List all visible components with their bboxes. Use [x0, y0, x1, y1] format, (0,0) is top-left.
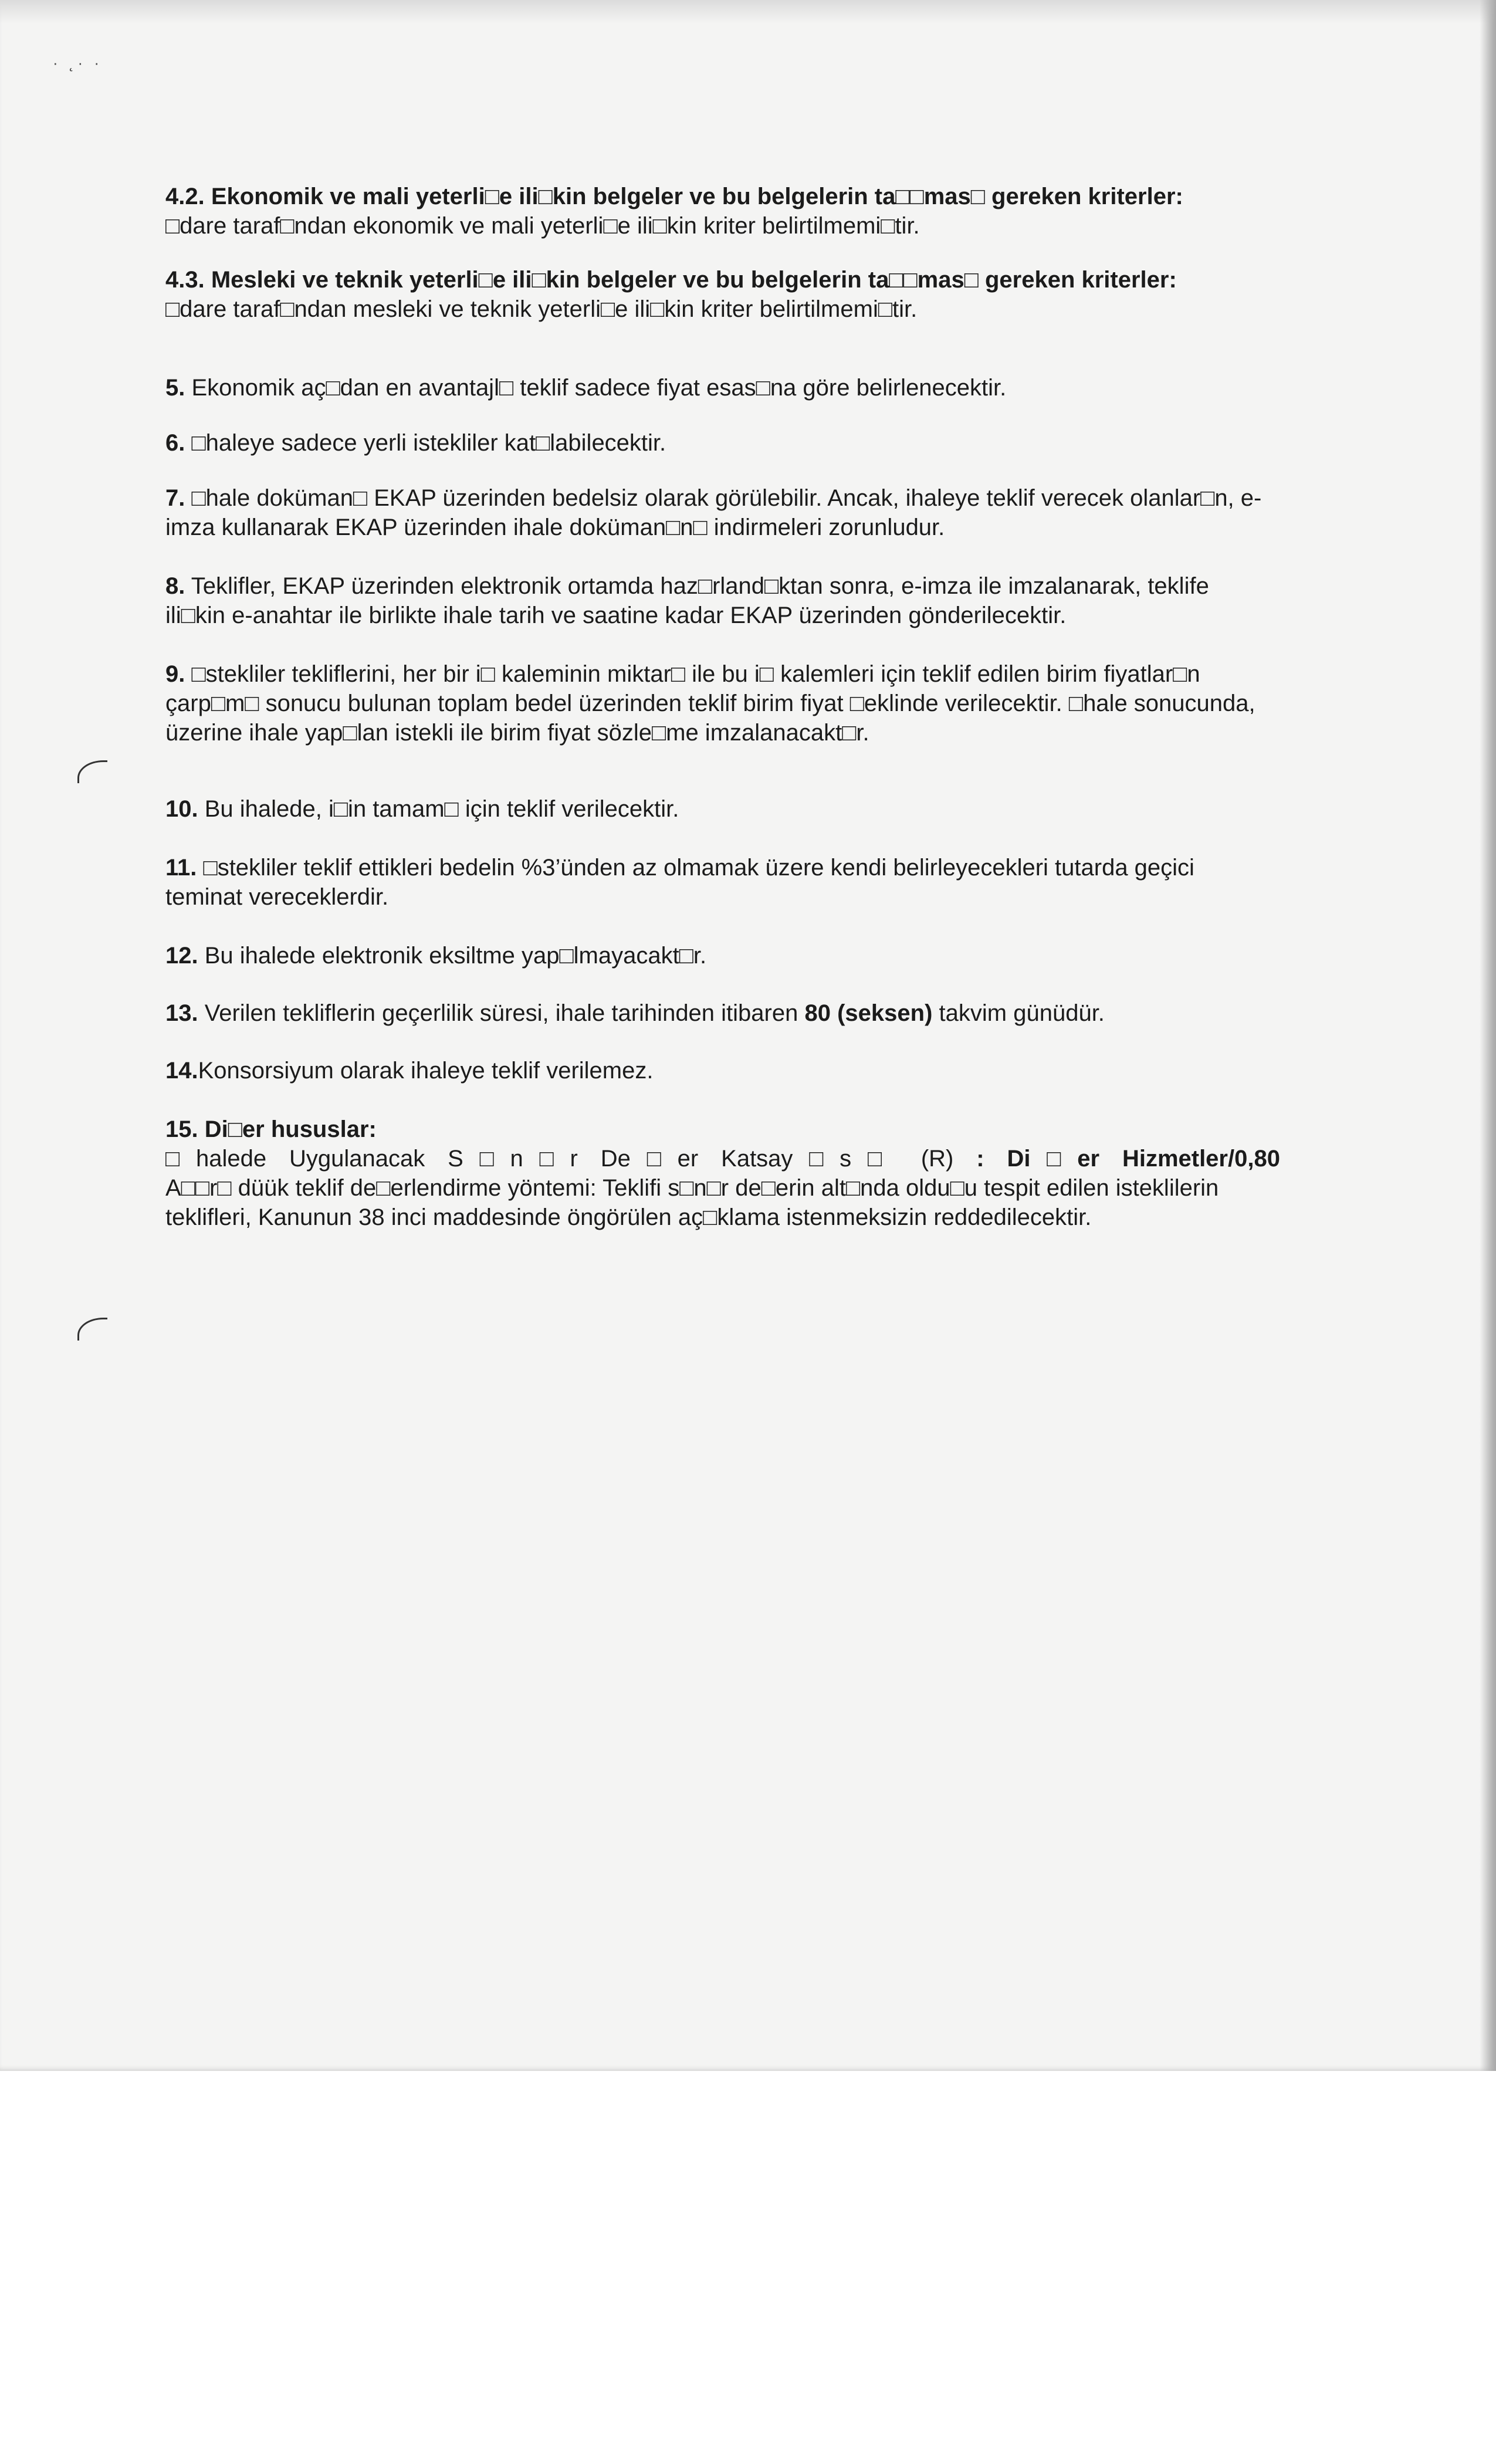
coefficient-value: Hizmetler/0,80 [1122, 1146, 1280, 1172]
item-12 [165, 941, 706, 970]
item-text: Ekonomik aç□dan en avantajl□ teklif sadece fiyat esas□na göre belirlenecektir. [191, 375, 1007, 401]
item-11 [165, 853, 1257, 912]
section-heading: Ekonomik ve mali yeterli□e ili□kin belgeler ve bu belgelerin ta□□mas□ gereken kriterler: [211, 184, 1183, 209]
section-heading: Di□er hususlar: [204, 1116, 377, 1142]
item-13 [165, 999, 1105, 1028]
item-number: 8. [165, 573, 185, 599]
item-6 [165, 428, 666, 458]
item-text: Verilen tekliflerin geçerlilik süresi, ihale tarihinden itibaren [204, 1000, 798, 1026]
coefficient-word: □halede [165, 1146, 267, 1172]
item-15 [165, 1115, 1280, 1232]
coefficient-word: Katsay□s□ [721, 1146, 898, 1172]
coefficient-word: : Di□er [976, 1146, 1100, 1172]
hole-punch-mark [77, 1318, 107, 1341]
item-text-end: takvim günüdür. [939, 1000, 1105, 1026]
item-text: □stekliler tekliflerini, her bir i□ kaleminin miktar□ ile bu i□ kalemleri için teklif edilen birim fiyatlar□n çarp□m□ sonucu bulunan toplam bedel üzerinden teklif birim fiyat □eklinde verilecektir. □hale sonucunda, üzerine ihale yap□lan istekli ile birim fiyat sözle□me imzalanacakt□r. [165, 661, 1255, 746]
section-text: □dare taraf□ndan ekonomik ve mali yeterli□e ili□kin kriter belirtilmemi□tir. [165, 213, 920, 239]
item-number: 7. [165, 485, 185, 511]
item-text: □stekliler teklif ettikleri bedelin %3’ünden az olmamak üzere kendi belirleyecekleri tutarda geçici teminat vereceklerdir. [165, 855, 1194, 910]
item-number: 5. [165, 375, 185, 401]
coefficient-line [165, 1144, 1280, 1173]
item-text: □hale doküman□ EKAP üzerinden bedelsiz olarak görülebilir. Ancak, ihaleye teklif verecek olanlar□n, e-imza kullanarak EKAP üzerinden ihale doküman□n□ indirmeleri zorunludur. [165, 485, 1262, 540]
item-14 [165, 1056, 653, 1085]
item-number: 12. [165, 943, 198, 969]
item-number: 9. [165, 661, 185, 687]
section-text: □dare taraf□ndan mesleki ve teknik yeterli□e ili□kin kriter belirtilmemi□tir. [165, 296, 918, 322]
item-7 [165, 483, 1286, 542]
coefficient-word: S□n□r [448, 1146, 578, 1172]
item-number: 10. [165, 796, 198, 822]
item-text: Teklifler, EKAP üzerinden elektronik ortamda haz□rland□ktan sonra, e-imza ile imzalanarak, teklife ili□kin e-anahtar ile birlikte ihale tarih ve saatine kadar EKAP üzerinden gönderilecektir. [165, 573, 1209, 628]
item-number: 11. [165, 855, 197, 881]
coefficient-word: De□er [600, 1146, 699, 1172]
coefficient-word: (R) [920, 1146, 954, 1172]
item-5 [165, 373, 1006, 402]
section-heading: Mesleki ve teknik yeterli□e ili□kin belgeler ve bu belgelerin ta□□mas□ gereken kriterler: [211, 267, 1177, 293]
scan-specks: · ˛· · [53, 54, 103, 72]
item-number: 13. [165, 1000, 198, 1026]
item-text: Bu ihalede elektronik eksiltme yap□lmayacakt□r. [204, 943, 707, 969]
item-number: 6. [165, 430, 185, 456]
item-number: 4.2. [165, 184, 205, 209]
item-text: □haleye sadece yerli istekliler kat□labilecektir. [191, 430, 666, 456]
item-9 [165, 659, 1257, 747]
item-number: 15. [165, 1116, 198, 1142]
item-number: 14. [165, 1058, 198, 1084]
item-10 [165, 794, 679, 824]
section-4-2 [165, 182, 1183, 241]
item-text: Bu ihalede, i□in tamam□ için teklif verilecektir. [204, 796, 679, 822]
coefficient-word: Uygulanacak [289, 1146, 425, 1172]
scan-shadow-right [1480, 0, 1496, 2071]
item-text: Konsorsiyum olarak ihaleye teklif verilemez. [198, 1058, 654, 1084]
scan-shadow-top [0, 0, 1496, 23]
item-8 [165, 571, 1257, 630]
hole-punch-mark [77, 760, 107, 783]
validity-days: 80 (seksen) [804, 1000, 933, 1026]
item-number: 4.3. [165, 267, 205, 293]
section-4-3 [165, 265, 1177, 324]
section-text: A□□r□ düük teklif de□erlendirme yöntemi: Teklifi s□n□r de□erin alt□nda oldu□u tespit edilen isteklilerin teklifleri, Kanunun 38 inci maddesinde öngörülen aç□klama istenmeksizin reddedilecektir. [165, 1175, 1219, 1230]
